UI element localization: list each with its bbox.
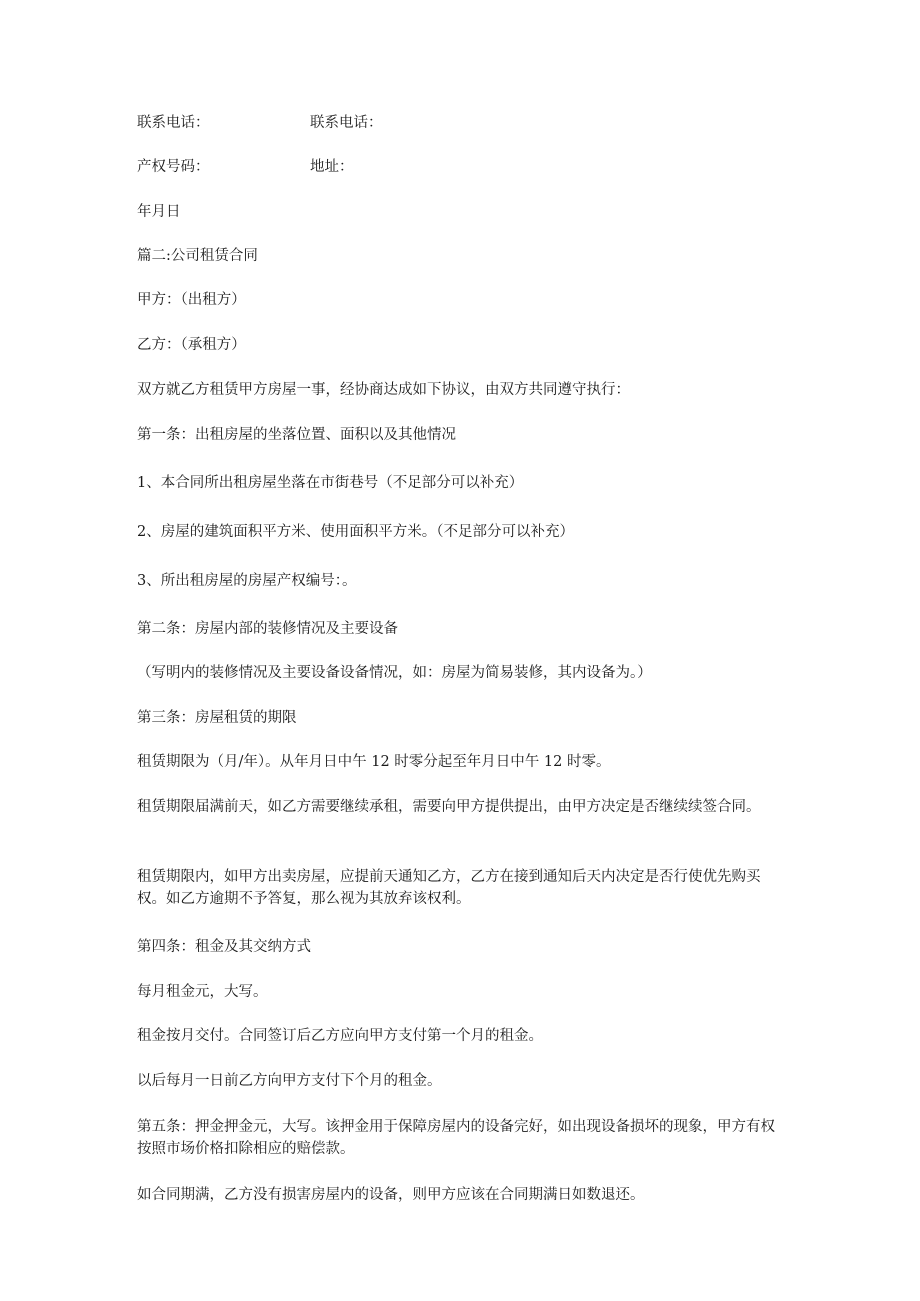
article1-title: 第一条：出租房屋的坐落位置、面积以及其他情况 [137, 427, 456, 443]
party-a: 甲方：（出租方） [137, 292, 246, 308]
article1-item3: 3、所出租房屋的房屋产权编号：。 [137, 573, 357, 589]
property-number-label: 产权号码： [137, 159, 210, 175]
article3-renewal: 租赁期限届满前天，如乙方需要继续承租，需要向甲方提供提出，由甲方决定是否继续续签合同。 [137, 799, 761, 815]
article2-note: （写明内的装修情况及主要设备设备情况，如：房屋为简易装修，其内设备为。） [137, 665, 652, 681]
article3-term: 租赁期限为（月/年）。从年月日中午 12 时零分起至年月日中午 12 时零。 [137, 754, 611, 770]
article4-monthly-rent: 每月租金元，大写。 [137, 984, 268, 1000]
article5-deposit: 第五条：押金押金元，大写。该押金用于保障房屋内的设备完好，如出现设备损坏的现象，甲方有权按照市场价格扣除相应的赔偿款。 [137, 1119, 775, 1157]
article4-title: 第四条：租金及其交纳方式 [137, 939, 311, 955]
date-line: 年月日 [137, 204, 181, 220]
contact-row [137, 112, 777, 134]
property-row [137, 156, 777, 178]
article1-item1: 1、本合同所出租房屋坐落在市街巷号（不足部分可以补充） [137, 475, 524, 491]
preamble: 双方就乙方租赁甲方房屋一事，经协商达成如下协议，由双方共同遵守执行： [137, 382, 630, 398]
contact-label-left: 联系电话： [137, 115, 210, 131]
article4-subsequent: 以后每月一日前乙方向甲方支付下个月的租金。 [137, 1073, 442, 1089]
party-b: 乙方：（承租方） [137, 337, 246, 353]
section-title: 篇二:公司租赁合同 [137, 248, 258, 264]
article3-sale-notice: 租赁期限内，如甲方出卖房屋，应提前天通知乙方，乙方在接到通知后天内决定是否行使优先购买权。如乙方逾期不予答复，那么视为其放弃该权利。 [137, 869, 761, 907]
contact-label-right: 联系电话： [310, 115, 383, 131]
address-label: 地址： [310, 159, 354, 175]
article4-payment: 租金按月交付。合同签订后乙方应向甲方支付第一个月的租金。 [137, 1028, 543, 1044]
article5-refund: 如合同期满，乙方没有损害房屋内的设备，则甲方应该在合同期满日如数退还。 [137, 1187, 645, 1203]
article3-title: 第三条：房屋租赁的期限 [137, 710, 297, 726]
article2-title: 第二条：房屋内部的装修情况及主要设备 [137, 621, 398, 637]
article1-item2: 2、房屋的建筑面积平方米、使用面积平方米。（不足部分可以补充） [137, 524, 574, 540]
